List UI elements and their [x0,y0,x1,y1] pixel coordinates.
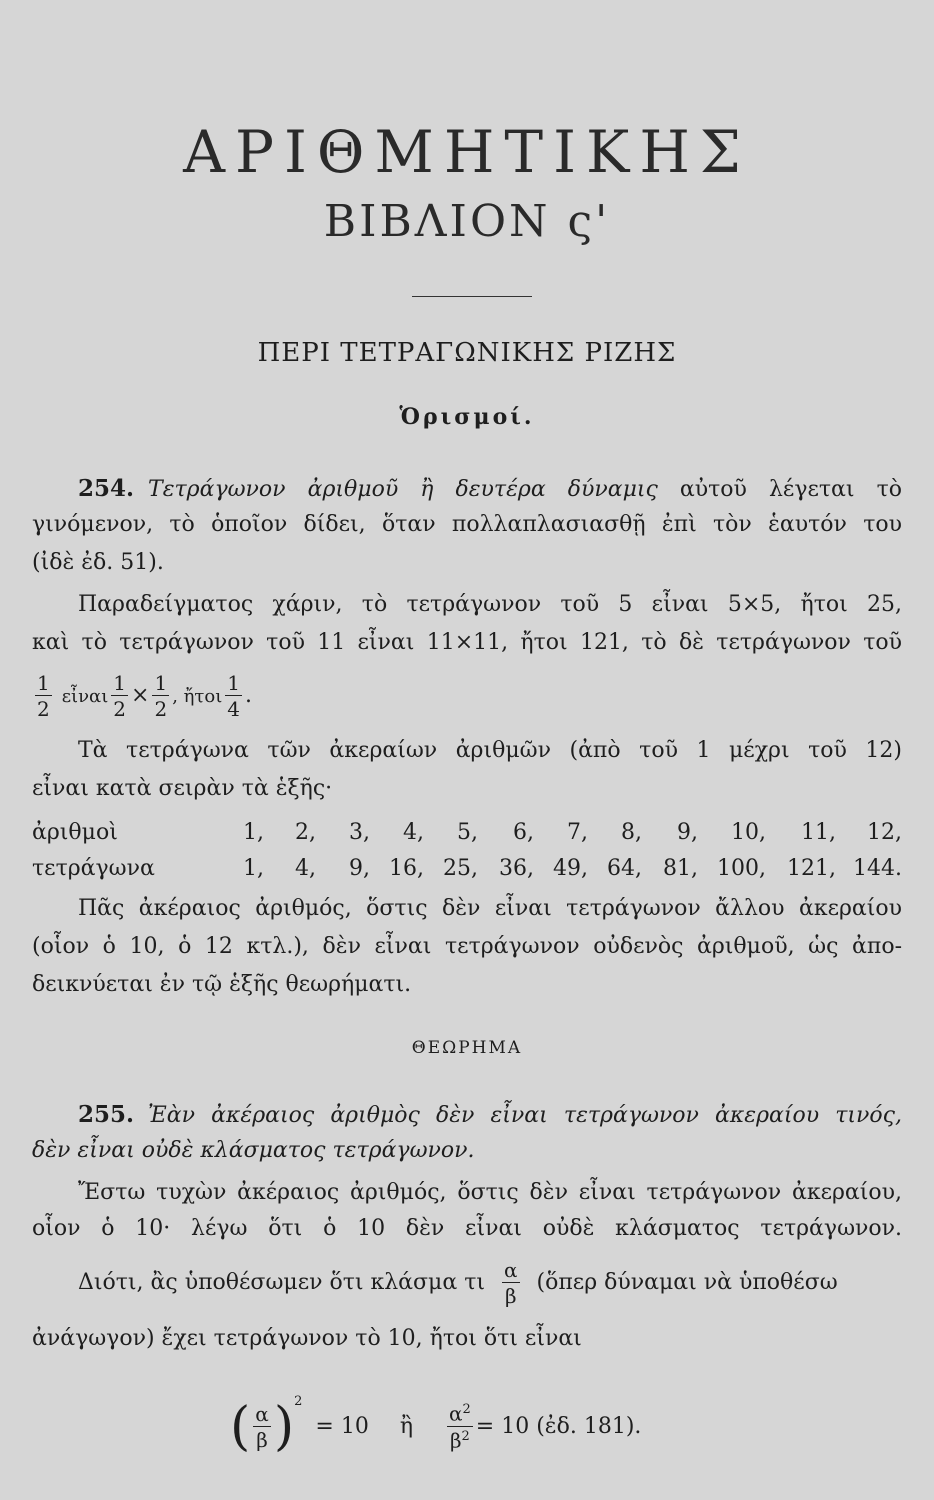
etoi-word: , ἤτοι [172,686,223,707]
fraction-alpha2-beta2: $\frac{\alpha^2}{\beta^2}$ [449,1402,471,1453]
fraction-alpha-beta: $\frac{\alpha}{\beta}$ [255,1402,269,1452]
fraction-half: $\frac{1}{2}$ [37,671,50,721]
number-cell: 11, [801,820,836,845]
fraction-example [32,666,902,726]
square-cell: 64, [607,856,642,881]
paragraph-254-line-4: Παραδείγματος χάριν, τὸ τετράγωνον τοῦ 5 εἶναι 5×5, ἤτοι 25, [78,592,902,617]
square-cell: 4, [295,856,316,881]
exponent: 2 [294,1394,303,1409]
square-cell: 49, [553,856,588,881]
number-cell: 10, [731,820,766,845]
squares-row [0,852,934,886]
squares-intro-line-1: Τὰ τετράγωνα τῶν ἀκεραίων ἀριθμῶν (ἀπὸ τοῦ 1 μέχρι τοῦ 12) [78,738,902,763]
paragraph-254-line-2: γινόμενον, τὸ ὁποῖον δίδει, ὅταν πολλαπλασιασθῇ ἐπὶ τὸν ἑαυτόν του [32,512,902,537]
proof-line-3 [78,1250,902,1316]
equals-ten: = 10 [315,1414,369,1439]
proof-line-1: Ἔστω τυχὼν ἀκέραιος ἀριθμός, ὅστις δὲν εἶναι τετράγωνον ἀκεραίου, [78,1180,902,1205]
right-paren: ) [273,1397,295,1457]
period: . [245,683,253,708]
square-cell: 1, [243,856,264,881]
square-cell: 25, [443,856,478,881]
number-cell: 12, [867,820,902,845]
number-cell: 3, [349,820,370,845]
paragraph-number: 255. [78,1101,135,1128]
paragraph-after-line-2: (οἷον ὁ 10, ὁ 12 κτλ.), δὲν εἶναι τετράγωνον οὐδενὸς ἀριθμοῦ, ὡς ἀπο- [32,934,902,959]
chapter-title: ΠΕΡΙ ΤΕΤΡΑΓΩΝΙΚΗΣ ΡΙΖΗΣ [257,338,677,368]
theorem-statement: Ἐὰν ἀκέραιος ἀριθμὸς δὲν εἶναι τετράγωνον ἀκεραίου τινός, [148,1103,902,1128]
fraction-half: $\frac{1}{2}$ [154,671,168,721]
paragraph-after-line-1: Πᾶς ἀκέραιος ἀριθμός, ὅστις δὲν εἶναι τετράγωνον ἄλλου ἀκεραίου [78,896,902,921]
square-cell: 144. [853,856,902,881]
definition-italic: Τετράγωνον ἀριθμοῦ ἢ δευτέρα δύναμις [148,477,658,502]
book-title: ΑΡΙΘΜΗΤΙΚΗΣ [183,118,751,186]
numbers-label: ἀριθμοὶ [32,820,118,845]
paragraph-number: 254. [78,475,135,502]
number-cell: 1, [243,820,264,845]
paragraph-after-line-3: δεικνύεται ἐν τῷ ἑξῆς θεωρήματι. [32,972,412,997]
fraction-quarter: $\frac{1}{4}$ [227,671,241,721]
text-span: Διότι, ἂς ὑποθέσωμεν ὅτι κλάσμα τι [78,1270,485,1295]
theorem-statement-line-1 [78,1098,902,1132]
square-cell: 16, [389,856,424,881]
number-cell: 5, [457,820,478,845]
theorem-statement-line-2: δὲν εἶναι οὐδὲ κλάσματος τετράγωνον. [32,1138,475,1163]
square-cell: 36, [499,856,534,881]
squares-label: τετράγωνα [32,856,155,881]
section-heading: Ὁρισμοί. [399,404,535,430]
divider-rule [412,296,532,297]
number-cell: 8, [621,820,642,845]
number-cell: 9, [677,820,698,845]
fraction-half: $\frac{1}{2}$ [113,671,127,721]
paragraph-254-line-5: καὶ τὸ τετράγωνον τοῦ 11 εἶναι 11×11, ἤτοι 121, τὸ δὲ τετράγωνον τοῦ [32,630,902,655]
text-span: αὐτοῦ λέγεται τὸ [679,477,902,502]
number-cell: 6, [513,820,534,845]
proof-line-2: οἷον ὁ 10· λέγω ὅτι ὁ 10 δὲν εἶναι οὐδὲ κλάσματος τετράγωνον. [32,1216,902,1241]
einai-word: εἶναι [61,686,109,707]
equation-line [230,1362,830,1457]
numbers-row [0,816,934,850]
or-word: ἢ [399,1414,413,1439]
square-cell: 121, [787,856,836,881]
number-cell: 2, [295,820,316,845]
number-cell: 7, [567,820,588,845]
paragraph-254-line-3: (ἰδὲ ἐδ. 51). [32,550,164,575]
squares-intro-line-2: εἶναι κατὰ σειρὰν τὰ ἑξῆς· [32,776,333,801]
proof-line-4: ἀνάγωγον) ἔχει τετράγωνον τὸ 10, ἤτοι ὅτι εἶναι [32,1326,582,1351]
times-sign: × [131,683,150,708]
paragraph-254-line-1 [78,472,902,506]
equals-ten-reference: = 10 (ἐδ. 181). [475,1414,642,1439]
fraction-alpha-beta: $\frac{\alpha}{\beta}$ [504,1258,518,1308]
square-cell: 81, [663,856,698,881]
square-cell: 9, [349,856,370,881]
book-number: ΒΙΒΛΙΟΝ ς' [323,196,611,247]
number-cell: 4, [403,820,424,845]
text-span: (ὅπερ δύναμαι νὰ ὑποθέσω [536,1270,838,1295]
square-cell: 100, [717,856,766,881]
theorem-heading: ΘΕΩΡΗΜΑ [411,1038,523,1058]
left-paren: ( [230,1397,251,1457]
